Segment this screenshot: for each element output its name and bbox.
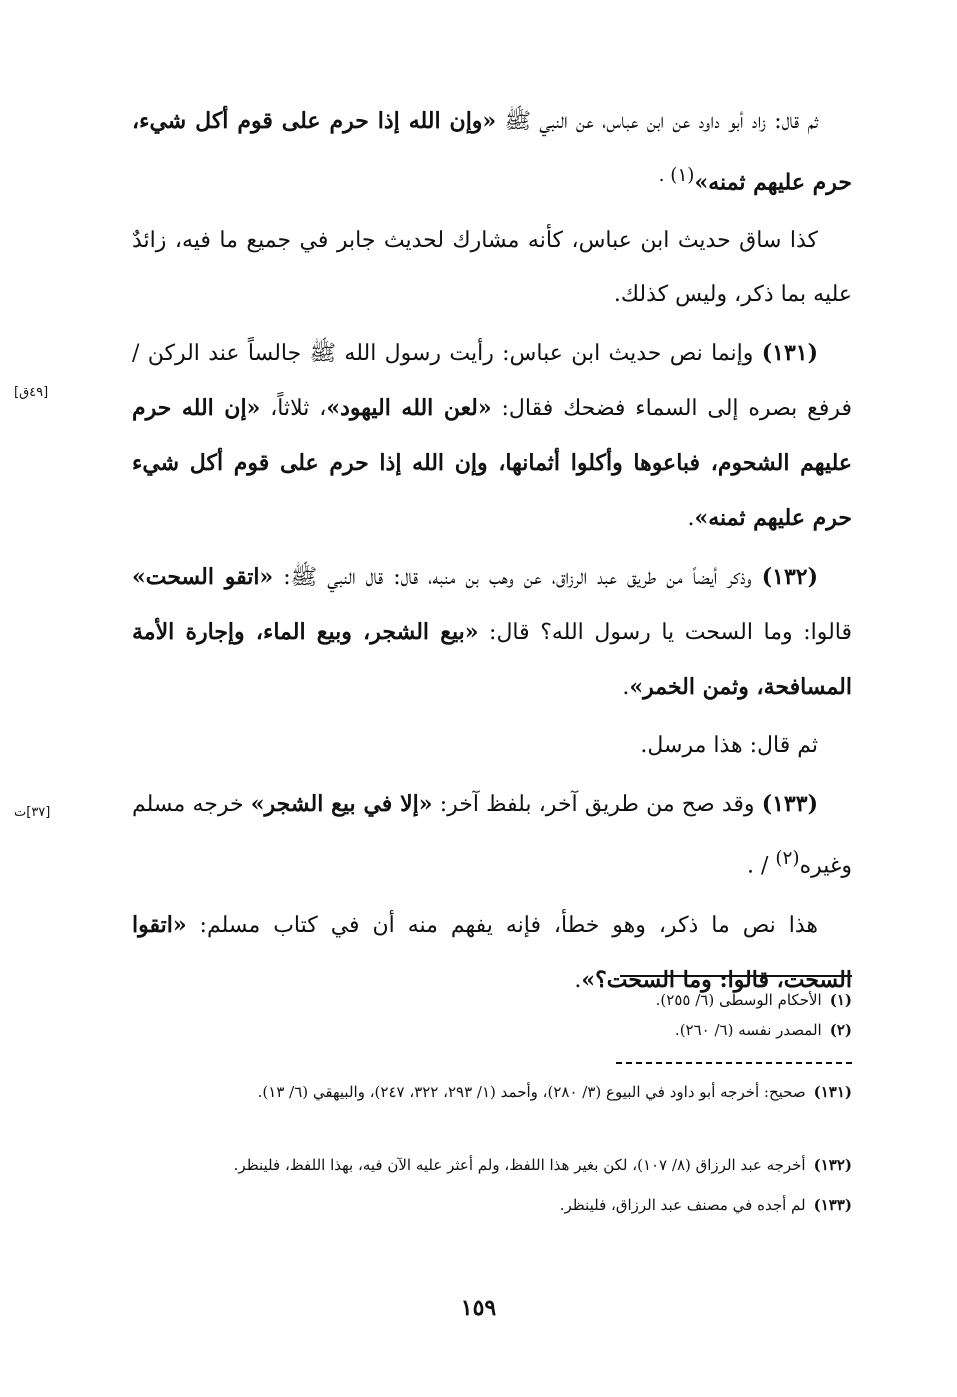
endnote-131-number: (١٣١) <box>813 1083 852 1101</box>
p3-quote-2: «إن الله حرم عليهم الشحوم، فباعوها وأكلوا أثمانها، وإن الله إذا حرم على قوم أكل شيء حرم عليهم ثمنه» <box>132 395 852 532</box>
p4-end: . <box>622 675 630 701</box>
paragraph-5: ثم قال: هذا مرسل. <box>640 733 818 759</box>
paragraph-2: كذا ساق حديث ابن عباس، كأنه مشارك لحديث جابر في جميع ما فيه، زائدٌ عليه بما ذكر، وليس كذلك. <box>132 228 852 308</box>
p6-text-2: خرجه مسلم وغيره <box>132 792 852 879</box>
footnote-2-text: المصدر نفسه (٦/ ٢٦٠). <box>674 1021 822 1039</box>
p4-quote-1: «اتقو السحت» <box>132 564 274 591</box>
page-number: ١٥٩ <box>460 1295 497 1321</box>
p1-text: ثم قال: زاد أبو داود عن ابن عباس، عن النبي ﷺ <box>496 109 818 134</box>
endnote-133-text: لم أجده في مصنف عبد الرزاق، فلينظر. <box>559 1196 806 1214</box>
footnote-separator <box>620 975 852 977</box>
p7-quote: «اتقوا السحت، قالوا: وما السحت؟» <box>132 911 852 993</box>
p7-text: هذا نص ما ذكر، وهو خطأ، فإنه يفهم منه أن في كتاب مسلم: <box>186 912 818 938</box>
p3-text-2: ، ثلاثاً، <box>260 396 327 422</box>
footnote-1-number: (١) <box>829 991 852 1009</box>
footnote-ref-1: (١) . <box>658 165 695 186</box>
endnote-separator <box>616 1062 852 1064</box>
hadith-number-133: (١٣٣) <box>761 791 818 818</box>
paragraph-131 <box>132 326 852 546</box>
footnote-2 <box>140 1015 852 1045</box>
p3-text: وإنما نص حديث ابن عباس: رأيت رسول الله ﷺ جالساً عند الركن / فرفع بصره إلى السماء فضحك فقال: <box>132 341 853 422</box>
p3-end: . <box>687 506 695 532</box>
main-text <box>132 94 852 1012</box>
endnote-132 <box>140 1150 852 1180</box>
p4-text-2: قالوا: وما السحت يا رسول الله؟ قال: <box>478 620 853 646</box>
endnote-131-text: صحيح: أخرجه أبو داود في البيوع (٣/ ٢٨٠)، وأحمد (١/ ٢٩٣، ٣٢٢، ٢٤٧)، والبيهقي (٦/ ١٣). <box>257 1083 806 1101</box>
p4-text: وذكر أيضاً من طريق عبد الرزاق، عن وهب بن منبه، قال: قال النبي ﷺ: <box>273 565 762 591</box>
endnote-132-text: أخرجه عبد الرزاق (٨/ ١٠٧)، لكن بغير هذا اللفظ، ولم أعثر عليه الآن فيه، بهذا اللفظ، فلينظر. <box>233 1156 806 1174</box>
p3-quote-1: «لعن الله اليهود» <box>326 395 492 422</box>
paragraph-1 <box>132 94 852 210</box>
endnote-132-number: (١٣٢) <box>813 1156 852 1174</box>
margin-note-manuscript-t37: [٣٧]ت <box>14 805 51 820</box>
margin-note-manuscript-q49: [٤٩ق] <box>14 385 49 400</box>
endnote-133-number: (١٣٣) <box>813 1196 852 1214</box>
p6-quote: «إلا في بيع الشجر» <box>250 791 433 818</box>
p6-end: / . <box>746 853 776 879</box>
paragraph-133 <box>132 777 852 893</box>
footnote-1-text: الأحكام الوسطى (٦/ ٢٥٥). <box>655 991 822 1009</box>
p4-quote-2: «بيع الشجر، وبيع الماء، وإجارة الأمة المسافحة، وثمن الخمر» <box>132 619 852 701</box>
hadith-number-131: (١٣١) <box>761 340 818 367</box>
p7-end: . <box>574 967 582 993</box>
endnote-131 <box>140 1075 852 1109</box>
p1-quote: «وإن الله إذا حرم على قوم أكل شيء، حرم عليهم ثمنه» <box>132 108 852 196</box>
footnote-2-number: (٢) <box>829 1021 852 1039</box>
endnote-133 <box>140 1190 852 1220</box>
paragraph-132 <box>132 550 852 715</box>
hadith-number-132: (١٣٢) <box>761 564 818 591</box>
p6-text: وقد صح من طريق آخر، بلفظ آخر: <box>432 792 762 818</box>
footnote-1 <box>140 985 852 1015</box>
footnote-ref-2: (٢) <box>775 848 800 870</box>
